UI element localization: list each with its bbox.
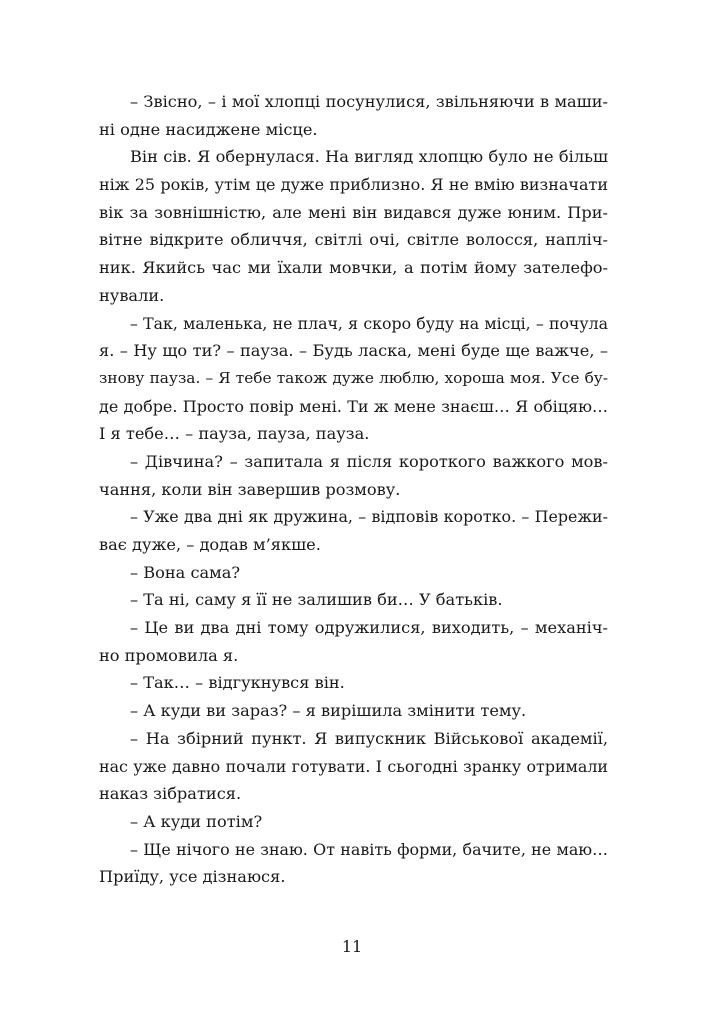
text-line: Він сів. Я обернулася. На вигляд хлопцю було не більш: [130, 147, 608, 167]
text-line: – А куди ви зараз? – я вирішила змінити тему.: [130, 701, 527, 721]
text-line: – Уже два дні як дружина, – відповів коротко. – Пережи-: [130, 507, 608, 527]
text-line: наказ зібратися.: [99, 784, 242, 804]
text-line: я. – Ну що ти? – пауза. – Будь ласка, мені буде ще важче, –: [99, 341, 608, 361]
text-line: – Так… – відгукнувся він.: [130, 673, 345, 693]
text-line: де добре. Просто повір мені. Ти ж мене знаєш… Я обіцяю…: [99, 396, 608, 416]
page-number: 11: [341, 937, 363, 956]
text-line: – Та ні, саму я її не залишив би… У батьків.: [130, 590, 503, 610]
text-line: но промовила я.: [99, 645, 239, 665]
text-line: чання, коли він завершив розмову.: [99, 479, 401, 499]
text-line: – Це ви два дні тому одружилися, виходить, – механіч-: [130, 618, 608, 638]
body-text: [99, 88, 608, 891]
text-line: – На збірний пункт. Я випускник Військової академії,: [130, 728, 608, 748]
text-line: нас уже давно почали готувати. І сьогодні зранку отримали: [99, 756, 608, 776]
text-line: вік за зовнішністю, але мені він видався дуже юним. При-: [99, 202, 608, 222]
text-line: вітне відкрите обличчя, світлі очі, світле волосся, напліч-: [99, 230, 608, 250]
text-line: ник. Якийсь час ми їхали мовчки, а потім йому зателефо-: [99, 258, 608, 278]
text-line: – Дівчина? – запитала я після короткого важкого мов-: [130, 451, 608, 471]
text-line: – Звісно, – і мої хлопці посунулися, звільняючи в маши-: [130, 92, 608, 111]
text-line: – Вона сама?: [130, 562, 241, 582]
text-line: нували.: [99, 285, 165, 305]
text-line: – Ще нічого не знаю. От навіть форми, бачите, не маю…: [130, 839, 608, 859]
text-line: – А куди потім?: [130, 811, 263, 831]
text-line: знову пауза. – Я тебе також дуже люблю, хороша моя. Усе бу-: [99, 368, 608, 387]
text-line: ває дуже, – додав м’якше.: [99, 535, 321, 554]
text-line: – Так, маленька, не плач, я скоро буду на місці, – почула: [130, 313, 608, 333]
text-line: ніж 25 років, утім це дуже приблизно. Я не вмію визначати: [99, 175, 608, 195]
text-line: Приїду, усе дізнаюся.: [99, 867, 286, 887]
text-line: І я тебе… – пауза, пауза, пауза.: [99, 424, 370, 444]
text-line: ні одне насиджене місце.: [99, 119, 318, 139]
